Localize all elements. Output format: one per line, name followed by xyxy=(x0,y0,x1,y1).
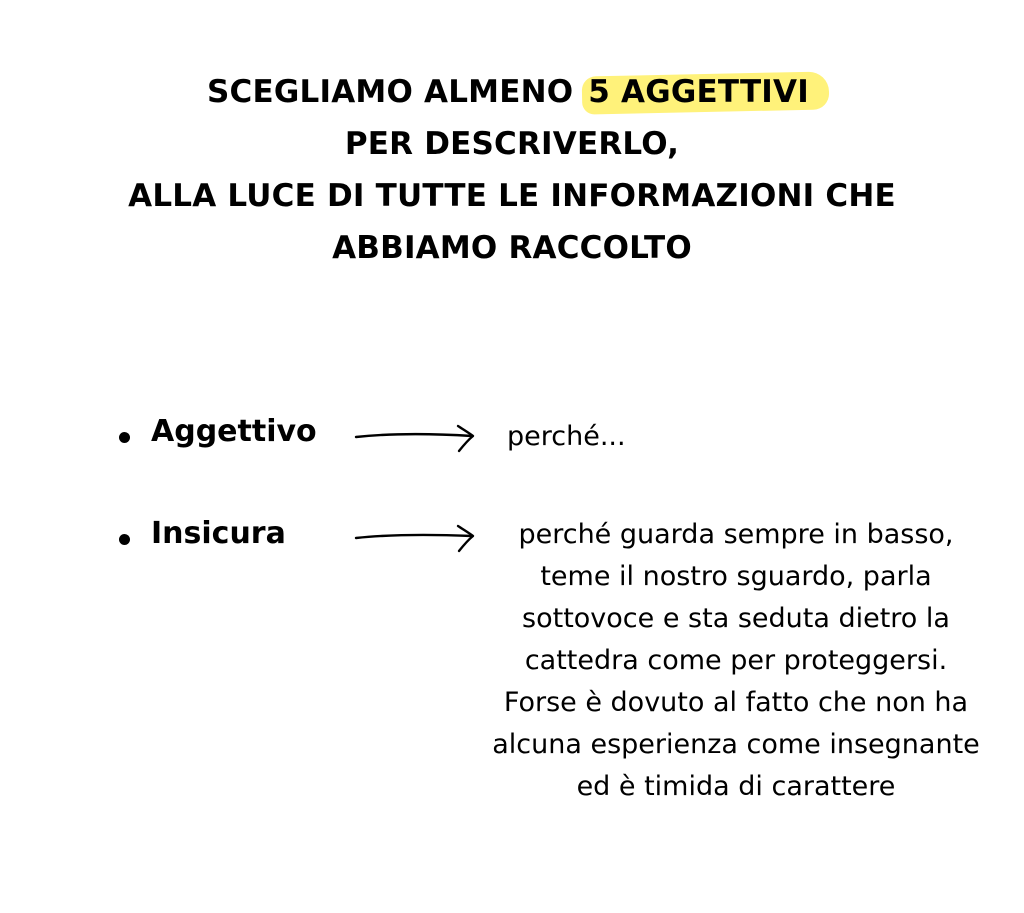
reason-line: Forse è dovuto al fatto che non ha xyxy=(503,687,969,718)
reason-line: perché... xyxy=(507,421,626,452)
reason-line: perché guarda sempre in basso, xyxy=(518,519,954,550)
list-item-reason xyxy=(507,416,626,458)
heading-line-1-text: SCEGLIAMO ALMENO xyxy=(207,74,585,110)
reason-line: teme il nostro sguardo, parla xyxy=(540,561,932,592)
bullet-dot-icon xyxy=(119,432,130,443)
heading-line-4: ABBIAMO RACCOLTO xyxy=(332,230,692,266)
page-heading xyxy=(0,66,1024,274)
list-item-term: Aggettivo xyxy=(151,414,317,449)
list-item-term: Insicura xyxy=(151,516,286,551)
highlighted-phrase xyxy=(584,66,817,118)
bullet-dot-icon xyxy=(119,534,130,545)
arrow-right-icon xyxy=(354,424,478,454)
list-item-reason xyxy=(478,514,994,808)
heading-line-1 xyxy=(0,66,1024,118)
reason-line: sottovoce e sta seduta dietro la xyxy=(522,603,950,634)
heading-line-3: ALLA LUCE DI TUTTE LE INFORMAZIONI CHE xyxy=(128,178,896,214)
reason-line: ed è timida di carattere xyxy=(576,771,896,802)
heading-line-2: PER DESCRIVERLO, xyxy=(344,126,680,162)
highlighted-phrase-text: 5 AGGETTIVI xyxy=(588,74,809,110)
arrow-right-icon xyxy=(354,524,478,554)
reason-line: cattedra come per proteggersi. xyxy=(524,645,948,676)
reason-line: alcuna esperienza come insegnante xyxy=(492,729,980,760)
